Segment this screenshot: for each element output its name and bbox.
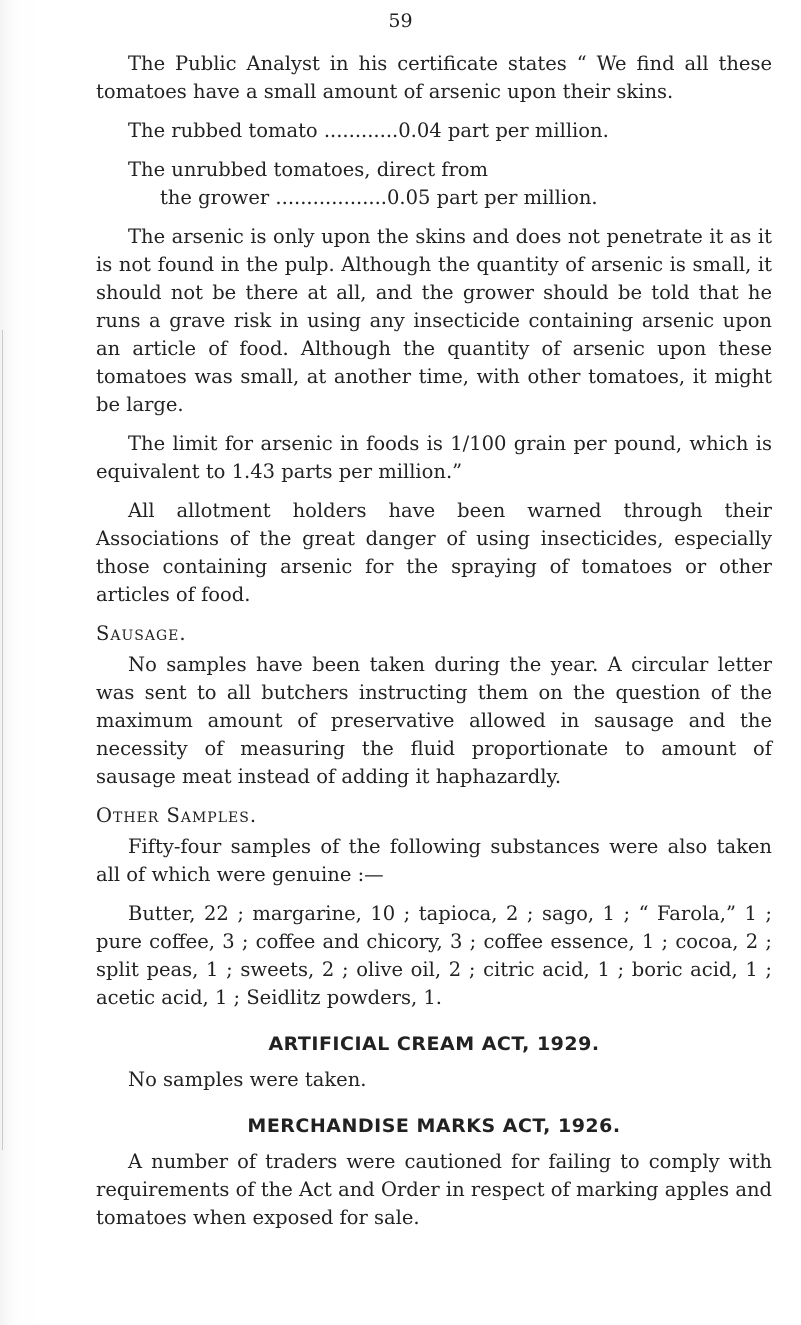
rubbed-tomato-value: 0.04 part per million. <box>398 119 609 142</box>
page-number: 59 <box>388 10 413 32</box>
arsenic-skins-paragraph: The arsenic is only upon the skins and does not penetrate it as it is not found in the pulp. Although the quantity of arsenic is small, it should not be there at all, and the grower should be told that he runs a grave risk in using any insecticide containing arsenic upon an article of food. Although the quantity of arsenic upon these tomatoes was small, at another time, with other tomatoes, it might be large. <box>96 225 772 416</box>
no-samples-paragraph: No samples were taken. <box>128 1068 367 1091</box>
sausage-paragraph: No samples have been taken during the year. A circular letter was sent to all butchers instructing them on the question of the maximum amount of preservative allowed in sausage and the necessity of measuring the fluid proportionate to amount of sausage meat instead of adding it haphazardly. <box>96 653 772 788</box>
artificial-cream-act-heading: ARTIFICIAL CREAM ACT, 1929. <box>268 1033 600 1055</box>
allotment-holders-paragraph: All allotment holders have been warned through their Associations of the great danger of using insecticides, especially those containing arsenic for the spraying of tomatoes or other articles of food. <box>96 499 772 606</box>
grower-dots: .................. <box>269 186 388 209</box>
analyst-certificate-paragraph: The Public Analyst in his certificate states “ We find all these tomatoes have a small amount of arsenic upon their skins. <box>96 52 772 103</box>
rubbed-tomato-dots: ............ <box>317 119 399 142</box>
rubbed-tomato-label: The rubbed tomato <box>128 119 318 142</box>
arsenic-limit-paragraph: The limit for arsenic in foods is 1/100 grain per pound, which is equivalent to 1.43 parts per million.” <box>96 432 772 483</box>
grower-label: the grower <box>160 186 270 209</box>
fifty-four-samples-paragraph: Fifty-four samples of the following substances were also taken all of which were genuine :— <box>96 835 772 886</box>
sausage-heading: Sausage. <box>96 622 187 645</box>
grower-value: 0.05 part per million. <box>387 186 598 209</box>
page-edge-shadow <box>2 330 3 1150</box>
unrubbed-tomatoes-line: The unrubbed tomatoes, direct from <box>128 158 489 181</box>
document-body <box>96 50 772 1243</box>
merchandise-marks-act-heading: MERCHANDISE MARKS ACT, 1926. <box>247 1115 621 1137</box>
samples-list-paragraph: Butter, 22 ; margarine, 10 ; tapioca, 2 ; sago, 1 ; “ Farola,” 1 ; pure coffee, 3 ; coffee and chicory, 3 ; coffee essence, 1 ; cocoa, 2 ; split peas, 1 ; sweets, 2 ; olive oil, 2 ; citric acid, 1 ; boric acid, 1 ; acetic acid, 1 ; Seidlitz powders, 1. <box>96 902 772 1009</box>
traders-cautioned-paragraph: A number of traders were cautioned for failing to comply with requirements of the Act and Order in respect of marking apples and tomatoes when exposed for sale. <box>96 1150 772 1229</box>
rubbed-tomato-line <box>96 117 772 145</box>
other-samples-heading: Other Samples. <box>96 804 258 827</box>
grower-line <box>96 184 772 212</box>
